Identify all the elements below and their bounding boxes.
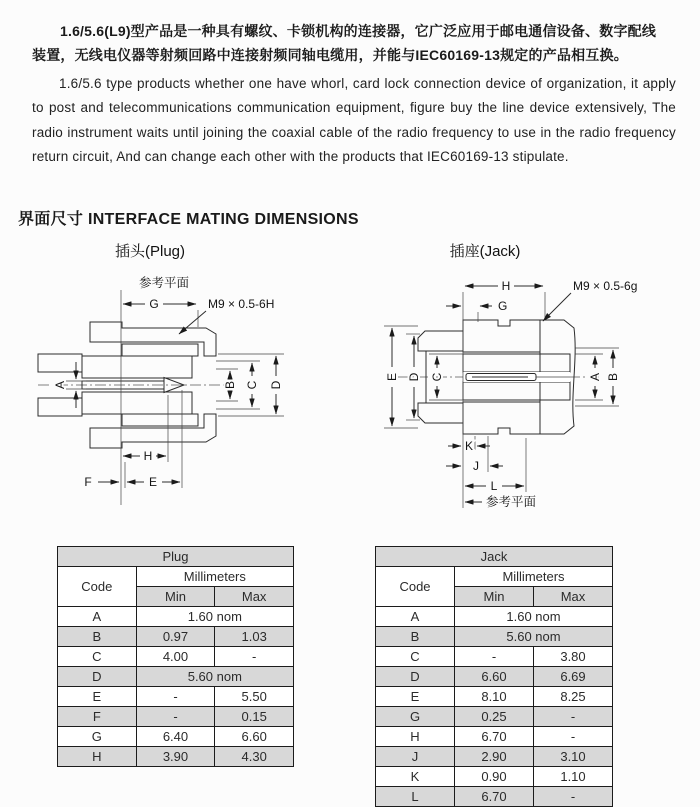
jack-dim-j: J [473,459,479,473]
cell-code: E [58,687,137,707]
cell-min: 3.90 [136,747,215,767]
column-header-min: Min [136,587,215,607]
plug-dim-a: A [53,380,67,390]
plug-thread-leader [179,311,206,334]
cell-code: G [58,727,137,747]
jack-dim-h: H [501,279,511,293]
cell-code: G [376,707,455,727]
cell-min: 0.25 [455,707,534,727]
cell-code: C [376,647,455,667]
plug-insulator-bottom [82,392,192,414]
table-row [58,607,294,627]
table-row [58,687,294,707]
cell-max: - [534,727,613,747]
cell-max: 1.03 [215,627,294,647]
column-header-min: Min [455,587,534,607]
cell-max: 4.30 [215,747,294,767]
jack-table-title: Jack [376,547,613,567]
cell-value: 5.60 nom [136,667,293,687]
cell-min: - [455,647,534,667]
cell-max: 3.10 [534,747,613,767]
table-row [376,727,613,747]
cell-max: - [534,787,613,807]
plug-insulator-top [82,356,192,378]
cell-max: 6.69 [534,667,613,687]
cell-code: D [58,667,137,687]
table-row [58,747,294,767]
cell-max: 5.50 [215,687,294,707]
plug-cable-jacket-bottom [38,398,82,416]
jack-dimensions-table [375,546,613,807]
cell-value: 1.60 nom [455,607,613,627]
plug-dimensions-table [57,546,294,767]
plug-dim-c: C [245,380,259,390]
cell-min: 0.90 [455,767,534,787]
cell-min: - [136,687,215,707]
plug-caption: 插头(Plug) [114,243,185,260]
cell-code: B [376,627,455,647]
jack-thread-spec: M9 × 0.5-6g [573,279,638,293]
plug-table-title: Plug [58,547,294,567]
table-row [58,627,294,647]
jack-ref-plane-label: 参考平面 [486,495,537,509]
cell-code: K [376,767,455,787]
jack-shell-bottom [463,402,540,434]
jack-dim-b: B [606,372,620,382]
table-row [58,727,294,747]
cell-min: 2.90 [455,747,534,767]
cell-max: 8.25 [534,687,613,707]
cell-min: 6.70 [455,787,534,807]
column-header-unit: Millimeters [136,567,293,587]
table-row [376,747,613,767]
table-row [376,707,613,727]
jack-dim-g: G [498,299,508,313]
section-title-zh: 界面尺寸 [18,211,84,229]
cell-code: D [376,667,455,687]
plug-diagram [30,270,350,520]
jack-front-wall-bottom [418,403,463,423]
cell-max: 1.10 [534,767,613,787]
plug-dim-d: D [269,380,283,390]
table-row [376,767,613,787]
cell-min: 6.60 [455,667,534,687]
plug-cable-jacket-top [38,354,82,372]
table-row [58,667,294,687]
jack-caption: 插座(Jack) [449,243,521,260]
jack-front-wall-top [418,331,463,351]
jack-dim-d: D [407,372,421,382]
plug-sleeve-bottom [122,414,198,426]
jack-insulator-top [463,354,570,372]
cell-max: 6.60 [215,727,294,747]
plug-dim-f: F [84,475,92,489]
cell-code: J [376,747,455,767]
cell-code: H [376,727,455,747]
table-row [376,627,613,647]
column-header-max: Max [215,587,294,607]
column-header-code: Code [376,567,455,607]
cell-min: 6.70 [455,727,534,747]
table-row [58,567,294,587]
jack-dim-a: A [588,372,602,382]
cell-value: 5.60 nom [455,627,613,647]
table-row [58,547,294,567]
table-row [376,647,613,667]
table-row [376,547,613,567]
table-row [376,607,613,627]
plug-dim-e: E [148,475,158,489]
cell-code: L [376,787,455,807]
cell-code: C [58,647,137,667]
jack-shell-top [463,320,540,352]
cell-code: H [58,747,137,767]
plug-shell-top [90,322,216,356]
column-header-code: Code [58,567,137,607]
cell-code: B [58,627,137,647]
table-row [376,687,613,707]
table-row [376,667,613,687]
jack-dim-l: L [490,479,498,493]
cell-min: 6.40 [136,727,215,747]
table-row [58,707,294,727]
cell-max: - [534,707,613,727]
jack-dim-e: E [385,372,399,382]
plug-sleeve-top [122,344,198,356]
column-header-unit: Millimeters [455,567,613,587]
cell-code: F [58,707,137,727]
cell-max: - [215,647,294,667]
cell-max: 0.15 [215,707,294,727]
cell-min: 8.10 [455,687,534,707]
column-header-max: Max [534,587,613,607]
cell-code: A [376,607,455,627]
plug-thread-spec: M9 × 0.5-6H [208,297,275,311]
plug-dim-g: G [149,297,159,311]
cell-min: 4.00 [136,647,215,667]
plug-ref-plane-label: 参考平面 [138,276,190,290]
plug-dim-h: H [143,449,153,463]
jack-thread-leader [543,293,571,321]
section-heading [18,206,359,229]
plug-shell-bottom [90,414,216,448]
cell-code: A [58,607,137,627]
jack-insulator-bottom [463,382,570,400]
cell-code: E [376,687,455,707]
intro-paragraph-chinese: 1.6/5.6(L9)型产品是一种具有螺纹、卡锁机构的连接器，它广泛应用于邮电通信设备、数字配线装置，无线电仪器等射频回路中连接射频同轴电缆用，并能与IEC60169-13规定的产品相互换。 [32,23,657,63]
table-row [376,567,613,587]
jack-diagram [368,270,698,535]
jack-dim-k: K [464,439,474,453]
section-title-en: INTERFACE MATING DIMENSIONS [87,211,359,229]
jack-dim-c: C [430,372,444,382]
cell-value: 1.60 nom [136,607,293,627]
table-row [58,647,294,667]
plug-dim-b: B [223,380,237,390]
intro-paragraph-english: 1.6/5.6 type products whether one have whorl, card lock connection device of organization, it apply to post and telecommunications communication equipment, figure buy the line device extensively, The radio instrument waits until joining the coaxial cable of the radio frequency to use in the radio frequency return circuit, And can change each other with the products that IEC60169-13 stipulate. [32,75,676,165]
cell-min: 0.97 [136,627,215,647]
cell-max: 3.80 [534,647,613,667]
cell-min: - [136,707,215,727]
